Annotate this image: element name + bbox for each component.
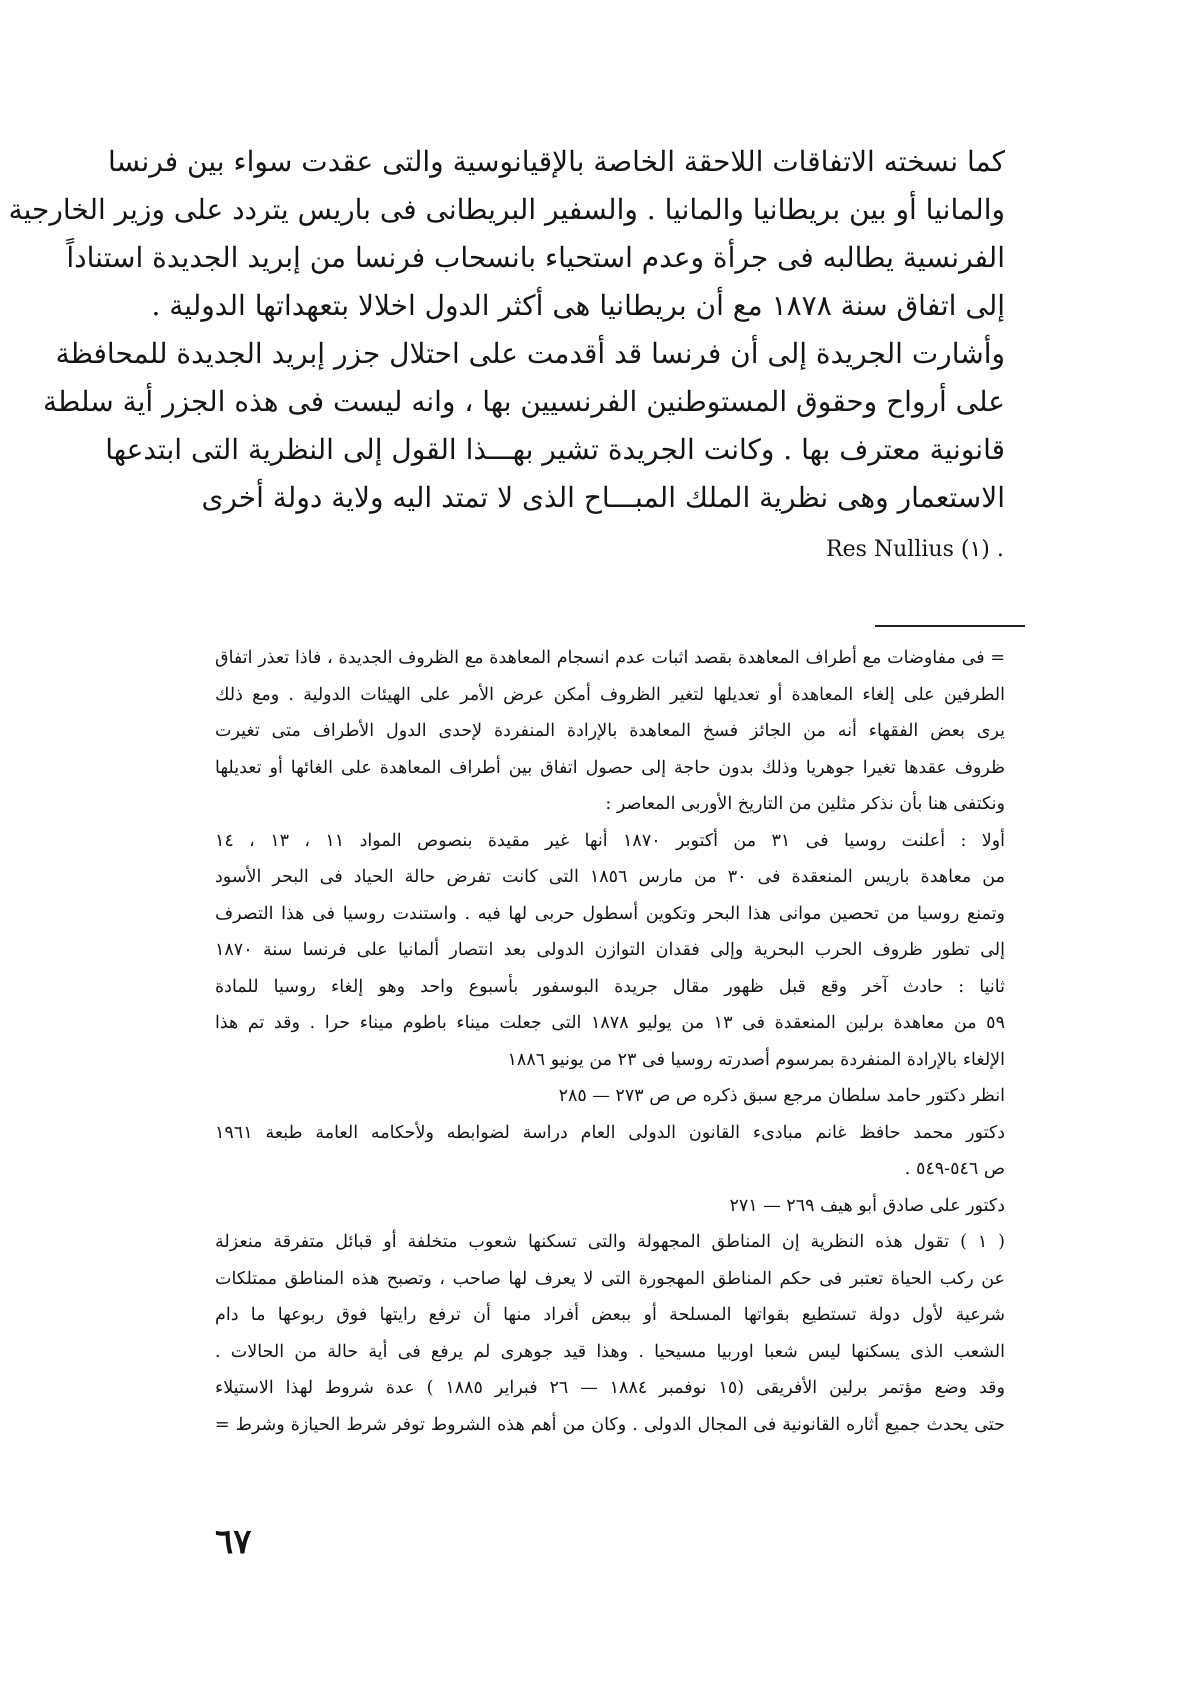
footnote-line: ثانيا : حادث آخر وقع قبل ظهور مقال جريدة البوسفور بأسبوع واحد وهو إلغاء روسيا للمادة	[215, 976, 1005, 997]
footnote-line: ( ١ ) تقول هذه النظرية إن المناطق المجهولة والتى تسكنها شعوب متخلفة أو قبائل متفرقة منعزلة	[215, 1232, 1006, 1252]
main-text-line: قانونية معترف بها . وكانت الجريدة تشير بهـــذا القول إلى النظرية التى ابتدعها	[105, 433, 1005, 466]
footnote-line: يرى بعض الفقهاء أنه من الجائز فسخ المعاهدة بالإرادة المنفردة لإحدى الدول الأطراف متى تغيرت	[215, 721, 1005, 741]
main-text-line: الفرنسية يطالبه فى جرأة وعدم استحياء بانسحاب فرنسا من إبريد الجديدة استناداً	[66, 241, 1005, 274]
footnote-divider	[875, 625, 1025, 627]
main-text-line: إلى اتفاق سنة ١٨٧٨ مع أن بريطانيا هى أكثر الدول اخلالا بتعهداتها الدولية .	[151, 289, 1005, 322]
footnote-line: حتى يحدث جميع أثاره القانونية فى المجال الدولى . وكان من أهم هذه الشروط توفر شرط الحيازة وشرط =	[215, 1414, 1005, 1435]
footnote-line: انظر دكتور حامد سلطان مرجع سبق ذكره ص ص ٢٧٣ — ٢٨٥	[558, 1086, 1005, 1106]
footnote-line: عن ركب الحياة تعتبر فى حكم المناطق المهجورة التى لا يعرف لها صاحب ، وتصبح هذه المناطق ممتلكات	[215, 1268, 1005, 1289]
footnote-line: وقد وضع مؤتمر برلين الأفريقى (١٥ نوفمبر ١٨٨٤ — ٢٦ فبراير ١٨٨٥ ) عدة شروط لهذا الاستيلاء	[215, 1378, 1005, 1398]
footnote-line: الشعب الذى يسكنها ليس شعبا اوربيا مسيحيا . وهذا قيد جوهرى لم يرفع فى أية حالة من الحالات .	[215, 1341, 1005, 1362]
footnote-line: من معاهدة باريس المنعقدة فى ٣٠ من مارس ١٨٥٦ التى كانت تفرض حالة الحياد فى البحر الأسود	[215, 867, 1005, 887]
footnote-line: شرعية لأول دولة تستطيع بقواتها المسلحة أو ببعض أفراد منها أن ترفع رايتها فوق ربوعها ما دام	[215, 1305, 1005, 1325]
footnote-line: دكتور محمد حافظ غانم مبادىء القانون الدولى العام دراسة لضوابطه ولأحكامه العامة طبعة ١٩٦١	[215, 1122, 1005, 1143]
footnote-line: = فى مفاوضات مع أطراف المعاهدة بقصد اثبات عدم انسجام المعاهدة مع الظروف الجديدة ، فاذا تعذر اتفاق	[215, 648, 1005, 668]
footnotes	[215, 640, 1005, 1443]
main-text	[8, 138, 1005, 522]
main-text-line: كما نسخته الاتفاقات اللاحقة الخاصة بالإقيانوسية والتى عقدت سواء بين فرنسا	[107, 145, 1005, 178]
main-text-line: والمانيا أو بين بريطانيا والمانيا . والسفير البريطانى فى باريس يتردد على وزير الخارجية	[8, 193, 1005, 226]
footnote-line: إلى تطور ظروف الحرب البحرية وإلى فقدان التوازن الدولى بعد انتصار ألمانيا على فرنسا سنة ١٨٧٠	[215, 940, 1005, 960]
footnote-line: ص ٥٤٦-٥٤٩ .	[904, 1159, 1005, 1179]
footnote-line: الإلغاء بالإرادة المنفردة بمرسوم أصدرته روسيا فى ٢٣ من يونيو ١٨٨٦	[507, 1049, 1005, 1070]
footnote-line: الطرفين على إلغاء المعاهدة أو تعديلها لتغير الظروف أمكن عرض الأمر على الهيئات الدولية . ومع ذلك	[215, 684, 1005, 705]
page-number: ٦٧	[215, 1522, 252, 1562]
main-text-line: وأشارت الجريدة إلى أن فرنسا قد أقدمت على احتلال جزر إبريد الجديدة للمحافظة	[55, 337, 1005, 370]
footnote-line: أولا : أعلنت روسيا فى ٣١ من أكتوبر ١٨٧٠ أنها غير مقيدة بنصوص المواد ١١ ، ١٣ ، ١٤	[215, 830, 1006, 851]
main-text-last-line: Res Nullius (١) .	[826, 537, 1004, 562]
footnote-line: ظروف عقدها تغيرا جوهريا وذلك بدون حاجة إلى حصول اتفاق بين أطراف المعاهدة على الغائها أو تعديلها	[215, 757, 1005, 778]
main-text-line: على أرواح وحقوق المستوطنين الفرنسيين بها ، وانه ليست فى هذه الجزر أية سلطة	[42, 385, 1005, 418]
main-text-line: الاستعمار وهى نظرية الملك المبـــاح الذى لا تمتد اليه ولاية دولة أخرى	[201, 481, 1005, 514]
footnote-line: دكتور على صادق أبو هيف ٢٦٩ — ٢٧١	[729, 1195, 1005, 1216]
footnote-line: ونكتفى هنا بأن نذكر مثلين من التاريخ الأوربى المعاصر :	[605, 794, 1005, 814]
footnote-line: ٥٩ من معاهدة برلين المنعقدة فى ١٣ من يوليو ١٨٧٨ التى جعلت ميناء باطوم ميناء حرا . وقد تم هذا	[215, 1013, 1005, 1033]
footnote-line: وتمنع روسيا من تحصين موانى هذا البحر وتكوين أسطول حربى لها فيه . واستندت روسيا فى هذا التصرف	[215, 903, 1005, 924]
